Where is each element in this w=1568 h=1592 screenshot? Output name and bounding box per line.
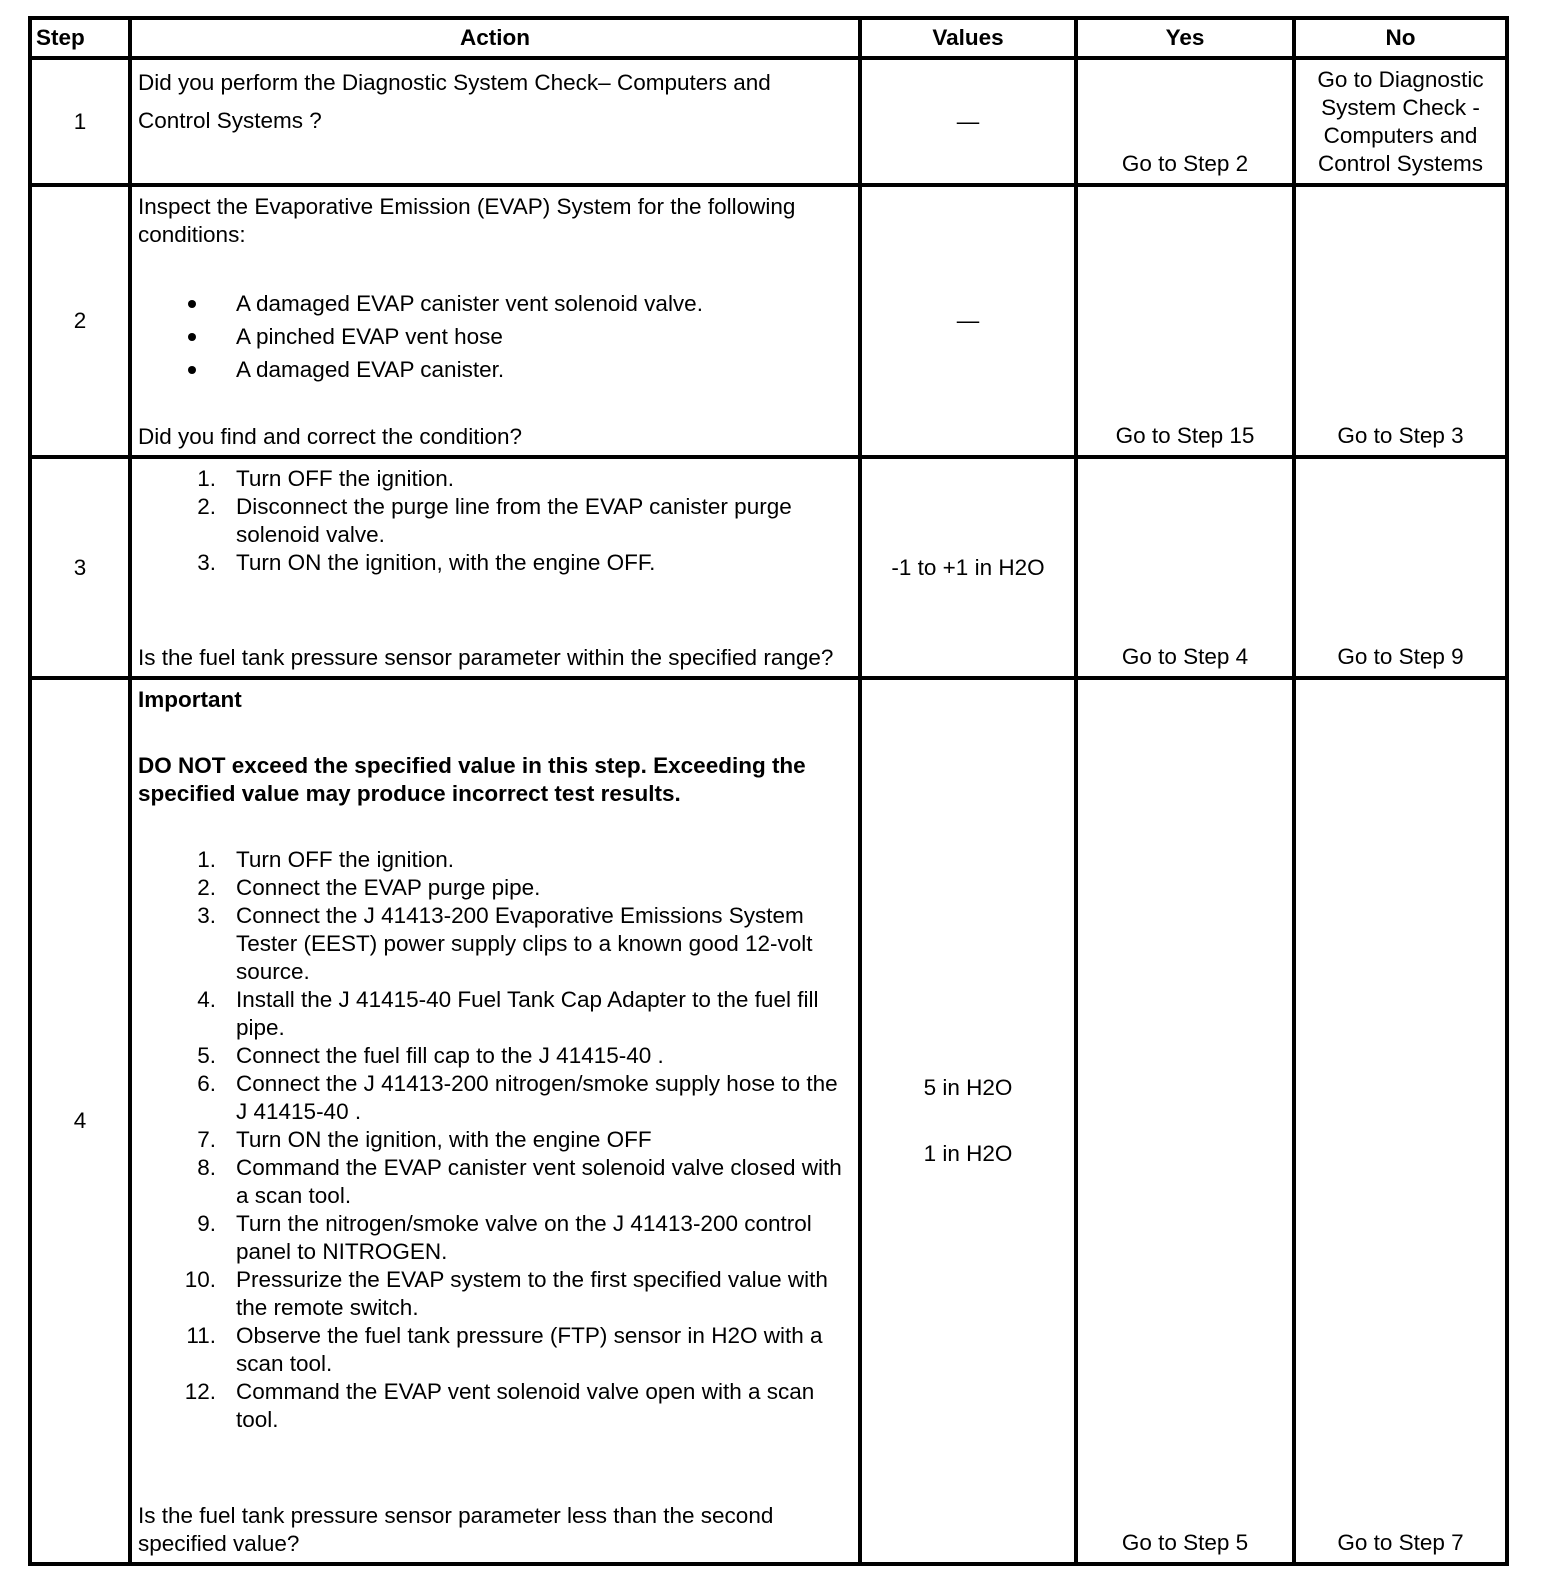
table-row [32, 457, 1505, 678]
action-question-line: Control Systems ? [138, 108, 322, 133]
values-cell [860, 185, 1076, 457]
list-item: A pinched EVAP vent hose [138, 320, 854, 353]
list-item: 8. Command the EVAP canister vent solenoid valve closed with a scan tool. [197, 1155, 842, 1208]
important-text: DO NOT exceed the specified value in this step. Exceeding the specified value may produce incorrect test results. [138, 753, 806, 806]
list-item: 12. Command the EVAP vent solenoid valve open with a scan tool. [184, 1379, 815, 1432]
values-text: — [956, 108, 980, 134]
step-number: 3 [32, 457, 130, 678]
no-line: Go to Diagnostic [1317, 67, 1484, 92]
no-cell: Go to Step 7 [1294, 678, 1505, 1562]
list-item: 5. Connect the fuel fill cap to the J 41415-40 . [197, 1043, 664, 1068]
list-item: 10. Pressurize the EVAP system to the first specified value with the remote switch. [184, 1267, 828, 1320]
yes-cell: Go to Step 2 [1076, 58, 1294, 185]
action-cell [130, 58, 860, 185]
important-label: Important [138, 687, 242, 712]
no-line: Control Systems [1317, 151, 1484, 176]
yes-cell: Go to Step 15 [1076, 185, 1294, 457]
list-item: 3. Connect the J 41413-200 Evaporative Emissions System Tester (EEST) power supply clips to a known good 12-volt source. [197, 903, 813, 984]
header-values: Values [860, 20, 1076, 58]
no-cell: Go to Step 9 [1294, 457, 1505, 678]
action-question: Did you find and correct the condition? [138, 424, 522, 449]
no-line: System Check - [1321, 95, 1480, 120]
step-number: 1 [32, 58, 130, 185]
table-row [32, 185, 1505, 457]
values-cell [860, 678, 1076, 1562]
list-item: 11. Observe the fuel tank pressure (FTP) sensor in H2O with a scan tool. [186, 1323, 823, 1376]
no-cell [1294, 58, 1505, 185]
action-intro: Inspect the Evaporative Emission (EVAP) System for the following conditions: [138, 194, 796, 247]
action-question: Is the fuel tank pressure sensor parameter less than the second specified value? [138, 1503, 774, 1556]
action-cell [130, 185, 860, 457]
list-item: 4. Install the J 41415-40 Fuel Tank Cap Adapter to the fuel fill pipe. [197, 987, 819, 1040]
header-no: No [1294, 20, 1505, 58]
header-step: Step [32, 20, 130, 58]
procedure-list [138, 465, 854, 577]
values-cell: -1 to +1 in H2O [860, 457, 1076, 678]
list-item: 9. Turn the nitrogen/smoke valve on the J 41413-200 control panel to NITROGEN. [197, 1211, 812, 1264]
action-cell [130, 457, 860, 678]
header-action: Action [130, 20, 860, 58]
diagnostic-table [32, 20, 1505, 1562]
list-item: 1. Turn OFF the ignition. [197, 847, 455, 872]
diagnostic-table-sheet [28, 16, 1509, 1566]
list-item: 6. Connect the J 41413-200 nitrogen/smoke supply hose to the J 41415-40 . [197, 1071, 838, 1124]
no-cell: Go to Step 3 [1294, 185, 1505, 457]
list-item: 2. Disconnect the purge line from the EVAP canister purge solenoid valve. [197, 494, 792, 547]
step-number: 4 [32, 678, 130, 1562]
step-number: 2 [32, 185, 130, 457]
condition-list [138, 287, 854, 386]
values-cell [860, 58, 1076, 185]
yes-cell: Go to Step 5 [1076, 678, 1294, 1562]
list-item: A damaged EVAP canister. [138, 353, 854, 386]
values-first: 5 in H2O [923, 1075, 1013, 1100]
list-item: 7. Turn ON the ignition, with the engine OFF [197, 1127, 652, 1152]
values-second: 1 in H2O [923, 1141, 1013, 1166]
table-row [32, 678, 1505, 1562]
table-row [32, 58, 1505, 185]
list-item: 3. Turn ON the ignition, with the engine OFF. [197, 550, 656, 575]
values-text: — [956, 308, 980, 333]
action-question: Is the fuel tank pressure sensor parameter within the specified range? [138, 645, 834, 670]
yes-cell: Go to Step 4 [1076, 457, 1294, 678]
action-question-line: Did you perform the Diagnostic System Check– Computers and [138, 70, 771, 95]
list-item: A damaged EVAP canister vent solenoid valve. [138, 287, 854, 320]
list-item: 2. Connect the EVAP purge pipe. [197, 875, 541, 900]
list-item: 1. Turn OFF the ignition. [197, 466, 455, 491]
header-row [32, 20, 1505, 58]
action-cell [130, 678, 860, 1562]
procedure-list [138, 846, 854, 1434]
header-yes: Yes [1076, 20, 1294, 58]
no-line: Computers and [1323, 123, 1478, 148]
